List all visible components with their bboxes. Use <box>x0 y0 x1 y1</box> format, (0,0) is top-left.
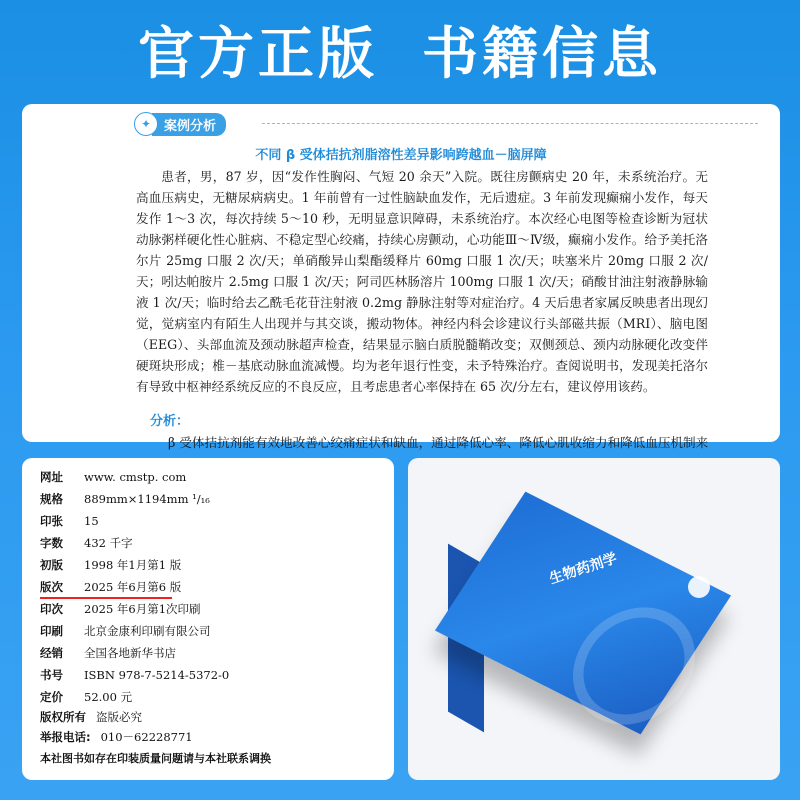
info-row: 网址 www. cmstp. com <box>40 470 187 484</box>
banner-title <box>0 0 800 100</box>
publisher-logo-icon <box>688 576 710 598</box>
info-row: 印次 2025 年6月第1次印刷 <box>40 602 201 616</box>
analysis-label: 分析： <box>150 414 190 429</box>
banner-title-left: 官方正版 <box>138 22 378 87</box>
lightbulb-icon: ✦ <box>134 112 158 136</box>
info-row: 字数 432 千字 <box>40 536 133 550</box>
info-row: 经销 全国各地新华书店 <box>40 646 176 660</box>
info-row: 印张 15 <box>40 514 99 528</box>
info-footer: 本社图书如存在印装质量问题请与本社联系调换 <box>40 752 271 765</box>
case-analysis-panel <box>22 104 780 450</box>
book-image-card <box>408 458 780 780</box>
case-paragraph: 患者，男，87 岁，因“发作性胸闷、气短 20 余天”入院。既往房颤病史 20 年，未系统治疗。无高血压病史，无糖尿病病史。1 年前曾有一过性脑缺血发作，无后遗症。3 年前发现癫痫小发作，每天发作 1～3 次，每次持续 5～10 秒，无明显意识障碍，未系统治疗。本次经心电图等检查诊断为冠状动脉粥样硬化性心脏病、不稳定型心绞痛，持续心房颤动，心功能Ⅲ～Ⅳ级，癫痫小发作。给予美托洛尔片 25mg 口服 2 次/天；单硝酸异山梨酯缓释片 60mg 口服 1 次/天；呋塞米片 20mg 口服 2 次/天；吲达帕胺片 2.5mg 口服 1 次/天；阿司匹林肠溶片 100mg 口服 1 次/天；硝酸甘油注射液静脉输液 1 次/天；临时给去乙酰毛花苷注射液 0.2mg 静脉注射等对症治疗。4 天后患者家属反映患者出现幻觉，觉病室内有陌生人出现并与其交谈，搬动物体。神经内科会诊建议行头部磁共振（MRI）、脑电图（EEG）、头部血流及颈动脉超声检查，结果显示脑白质脱髓鞘改变；双侧颈总、颈内动脉硬化改变伴硬斑块形成；椎－基底动脉血流减慢。均为老年退行性变，未予特殊治疗。查阅说明书，发现美托洛尔有导致中枢神经系统反应的不良反应，且考虑患者心率保持在 65 次/分左右，建议停用该药。 <box>136 169 708 394</box>
info-row: 书号 ISBN 978-7-5214-5372-0 <box>40 668 230 682</box>
info-row: 印刷 北京金康利印刷有限公司 <box>40 624 211 638</box>
case-heading: 不同 β 受体拮抗剂脂溶性差异影响跨越血－脑屏障 <box>255 148 547 163</box>
info-row-hotline: 举报电话: 010－62228771 <box>40 730 193 744</box>
analysis-text: β 受体拮抗剂能有效地改善心绞痛症状和缺血，通过降低心率、降低心肌收缩力和降低血压机制来 <box>168 435 709 450</box>
info-row: 规格 889mm×1194mm ¹/₁₆ <box>40 492 210 506</box>
case-tag-label: 案例分析 <box>152 113 226 136</box>
case-tag <box>134 113 264 135</box>
info-row-copyright: 版权所有 盗版必究 <box>40 710 142 724</box>
case-body <box>136 166 708 397</box>
info-row-price: 定价 52.00 元 <box>40 690 133 704</box>
info-row: 初版 1998 年1月第1 版 <box>40 558 182 572</box>
edition-underline <box>40 597 172 599</box>
banner-title-right: 书籍信息 <box>422 22 662 87</box>
divider <box>262 123 758 124</box>
info-row-edition: 版次 2025 年6月第6 版 <box>40 580 182 594</box>
publication-info-card <box>22 458 394 780</box>
book-title: 生物药剂学 <box>547 550 620 588</box>
